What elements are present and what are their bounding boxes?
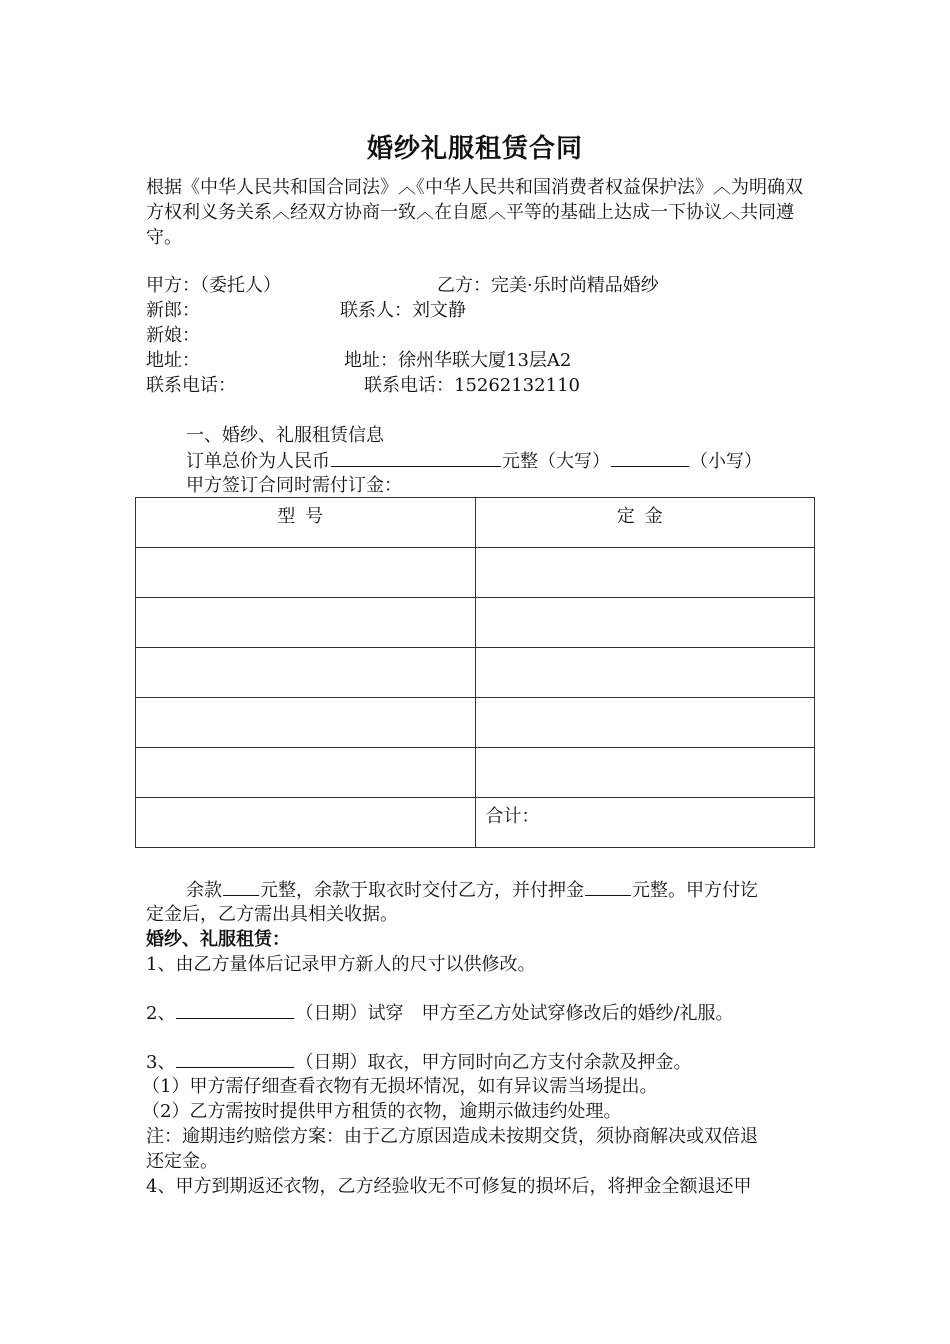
order-total-mid: 元整（大写） — [502, 451, 610, 472]
item-3 — [146, 1049, 691, 1075]
rental-heading: 婚纱、礼服租赁： — [146, 929, 290, 950]
intro-paragraph: 根据《中华人民共和国合同法》︿《中华人民共和国消费者权益保护法》︿为明确双方权利义务关系︿经双方协商一致︿在自愿︿平等的基础上达成一下协议︿共同遵守。 — [146, 177, 803, 248]
table-row — [136, 648, 815, 698]
balance-prefix: 余款 — [186, 880, 222, 901]
item-2-suffix: （日期）试穿 甲方至乙方处试穿修改后的婚纱/礼服。 — [295, 1003, 734, 1024]
note-line-2: 还定金。 — [146, 1151, 218, 1172]
groom-label: 新郎： — [146, 300, 200, 321]
balance-mid1: 元整，余款于取衣时交付乙方，并付押金 — [260, 880, 584, 901]
model-cell[interactable] — [136, 548, 476, 598]
item-2 — [146, 1000, 734, 1026]
table-row — [136, 698, 815, 748]
total-cell: 合计： — [475, 798, 815, 848]
item-1: 1、由乙方量体后记录甲方新人的尺寸以供修改。 — [146, 954, 536, 975]
model-cell[interactable] — [136, 648, 476, 698]
order-total-uppercase-blank — [331, 448, 501, 467]
deposit-cell[interactable] — [475, 548, 815, 598]
sub-item-2: （2）乙方需按时提供甲方租赁的衣物，逾期示做违约处理。 — [142, 1101, 622, 1122]
note-line-1: 注：逾期违约赔偿方案：由于乙方原因造成未按期交货，须协商解决或双倍退 — [146, 1126, 758, 1147]
pickup-date-blank — [176, 1049, 294, 1068]
address-b: 地址：徐州华联大厦13层A2 — [344, 350, 572, 371]
deposit-cell[interactable] — [475, 748, 815, 798]
table-row — [136, 598, 815, 648]
order-total-suffix: （小写） — [690, 451, 762, 472]
party-a-label: 甲方：（委托人） — [146, 275, 281, 296]
model-cell[interactable] — [136, 798, 476, 848]
model-cell[interactable] — [136, 748, 476, 798]
model-cell[interactable] — [136, 698, 476, 748]
balance-line — [186, 877, 758, 903]
fitting-date-blank — [176, 1000, 294, 1019]
deposit-note: 甲方签订合同时需付订金： — [186, 475, 402, 496]
item-4: 4、甲方到期返还衣物，乙方经验收无不可修复的损坏后，将押金全额退还甲 — [146, 1176, 752, 1197]
party-b-label: 乙方：完美·乐时尚精品婚纱 — [437, 275, 659, 296]
sub-item-1: （1）甲方需仔细查看衣物有无损坏情况，如有异议需当场提出。 — [142, 1076, 658, 1097]
item-2-prefix: 2、 — [146, 1003, 176, 1024]
deposit-cell[interactable] — [475, 598, 815, 648]
header-deposit: 定金 — [475, 498, 815, 548]
item-3-prefix: 3、 — [146, 1052, 176, 1073]
section1-heading: 一、婚纱、礼服租赁信息 — [186, 425, 384, 446]
header-model: 型号 — [136, 498, 476, 548]
phone-a-label: 联系电话： — [146, 375, 236, 396]
order-total-line — [186, 448, 762, 474]
table-total-row — [136, 798, 815, 848]
table-header-row — [136, 498, 815, 548]
balance-mid2: 元整。甲方付讫 — [632, 880, 758, 901]
deposit-cell[interactable] — [475, 648, 815, 698]
phone-b: 联系电话：15262132110 — [364, 375, 580, 396]
security-deposit-blank — [585, 877, 631, 896]
address-a-label: 地址： — [146, 350, 200, 371]
page-title: 婚纱礼服租赁合同 — [366, 134, 583, 164]
model-cell[interactable] — [136, 598, 476, 648]
table-row — [136, 748, 815, 798]
deposit-table — [135, 497, 815, 848]
order-total-prefix: 订单总价为人民币 — [186, 451, 330, 472]
item-3-suffix: （日期）取衣，甲方同时向乙方支付余款及押金。 — [295, 1052, 692, 1073]
contact-person: 联系人：刘文静 — [340, 300, 466, 321]
table-row — [136, 548, 815, 598]
deposit-cell[interactable] — [475, 698, 815, 748]
order-total-lowercase-blank — [611, 448, 689, 467]
balance-amount-blank — [223, 877, 259, 896]
bride-label: 新娘： — [146, 325, 200, 346]
balance-line2: 定金后，乙方需出具相关收据。 — [146, 904, 398, 925]
